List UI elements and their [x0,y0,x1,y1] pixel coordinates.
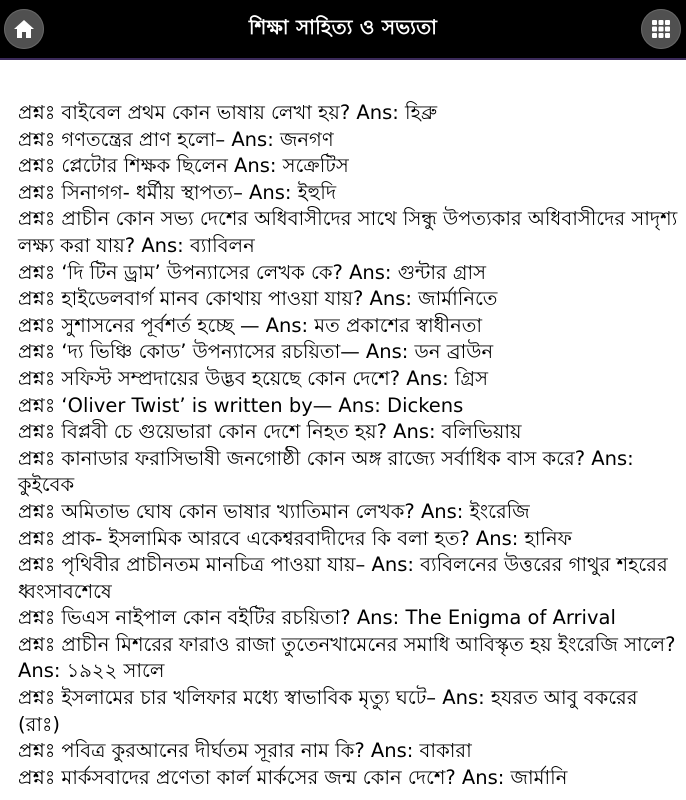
qa-item: প্রশ্নঃ সিনাগগ- ধর্মীয় স্থাপত্য– Ans: ইহুদি [18,180,337,204]
qa-item: প্রশ্নঃ ‘দ্য ভিঞ্চি কোড’ উপন্যাসের রচয়িতা— Ans: ডন ব্রাউন [18,340,494,364]
qa-item: প্রশ্নঃ অমিতাভ ঘোষ কোন ভাষার খ্যাতিমান লেখক? Ans: ইংরেজি [18,499,530,523]
menu-button[interactable] [641,9,681,49]
qa-item: প্রশ্নঃ সুশাসনের পূর্বশর্ত হচ্ছে — Ans: মত প্রকাশের স্বাধীনতা [18,313,483,337]
qa-item: প্রশ্নঃ পৃথিবীর প্রাচীনতম মানচিত্র পাওয়া যায়– Ans: ব্যবিলনের উত্তরের গাথুর শহরের ধ্বংসাবশেষে [18,553,668,603]
qa-item: প্রশ্নঃ কানাডার ফরাসিভাষী জনগোষ্ঠী কোন অঙ্গ রাজ্যে সর্বাধিক বাস করে? Ans: কুইবেক [18,446,634,497]
qa-item: প্রশ্নঃ প্রাচীন মিশরের ফারাও রাজা তুতেনখামেনের সমাধি আবিস্কৃত হয় ইংরেজি সালে? Ans: ১৯২২ সালে [18,632,676,683]
qa-item: প্রশ্নঃ প্রাচীন কোন সভ্য দেশের অধিবাসীদের সাথে সিন্ধু উপত্যকার অধিবাসীদের সাদৃশ্য লক্ষ্য করা যায়? Ans: ব্যাবিলন [18,207,678,257]
qa-item: প্রশ্নঃ প্লেটোর শিক্ষক ছিলেন Ans: সক্রেটিস [18,154,349,178]
qa-item: প্রশ্নঃ মার্কসবাদের প্রণেতা কার্ল মার্কসের জন্ম কোন দেশে? Ans: জার্মানি [18,765,568,789]
grid-menu-icon [651,19,671,39]
qa-item: প্রশ্নঃ প্রাক- ইসলামিক আরবে একেশ্বরবাদীদের কি বলা হত? Ans: হানিফ [18,526,572,550]
qa-item: প্রশ্নঃ পবিত্র কুরআনের দীর্ঘতম সূরার নাম কি? Ans: বাকারা [18,739,472,763]
qa-item: প্রশ্নঃ ভিএস নাইপাল কোন বইটির রচয়িতা? Ans: The Enigma of Arrival [18,606,616,630]
home-button[interactable] [4,9,44,49]
qa-item: প্রশ্নঃ বাইবেল প্রথম কোন ভাষায় লেখা হয়? Ans: হিব্রু [18,101,438,124]
page-title: শিক্ষা সাহিত্য ও সভ্যতা [248,14,438,39]
qa-item: প্রশ্নঃ ইসলামের চার খলিফার মধ্যে স্বাভাবিক মৃত্যু ঘটে– Ans: হযরত আবু বকরের (রাঃ) [18,686,638,736]
qa-item: প্রশ্নঃ ‘দি টিন ড্রাম’ উপন্যাসের লেখক কে? Ans: গুন্টার গ্রাস [18,260,487,284]
header-divider [0,58,686,60]
qa-item: প্রশ্নঃ হাইডেলবার্গ মানব কোথায় পাওয়া যায়? Ans: জার্মানিতে [18,287,498,311]
qa-item: প্রশ্নঃ ‘Oliver Twist’ is written by— Ans: Dickens [18,393,464,417]
qa-item: প্রশ্নঃ গণতন্ত্রের প্রাণ হলো– Ans: জনগণ [18,127,334,151]
qa-item: প্রশ্নঃ বিপ্লবী চে গুয়েভারা কোন দেশে নিহত হয়? Ans: বলিভিয়ায় [18,420,522,444]
home-icon [13,19,35,39]
qa-list [18,100,680,791]
app-header [0,0,686,58]
qa-item: প্রশ্নঃ সফিস্ট সম্প্রদায়ের উদ্ভব হয়েছে কোন দেশে? Ans: গ্রিস [18,366,488,390]
